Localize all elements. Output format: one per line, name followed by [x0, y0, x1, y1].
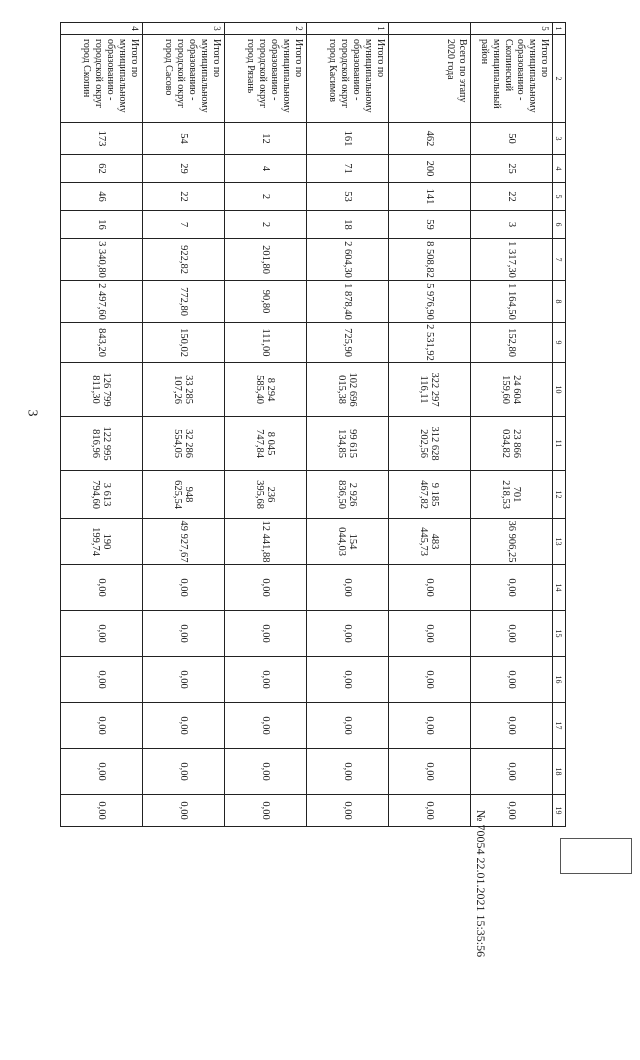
cell-c16: 0,00 [225, 657, 307, 703]
cell-c10: 322 297 116,11 [389, 363, 471, 417]
column-header-5: 5 [553, 183, 566, 211]
cell-name: Итого по муниципальному образованию - городской округ город Рязань [225, 35, 307, 123]
cell-c19: 0,00 [225, 795, 307, 827]
column-header-11: 11 [553, 417, 566, 471]
cell-c18: 0,00 [225, 749, 307, 795]
cell-c15: 0,00 [61, 611, 143, 657]
column-number-header [553, 23, 566, 827]
cell-c9: 2 531,92 [389, 323, 471, 363]
cell-c12: 9 185 467,82 [389, 471, 471, 519]
cell-c13: 36 906,25 [471, 519, 553, 565]
column-header-8: 8 [553, 281, 566, 323]
cell-c5: 22 [143, 183, 225, 211]
cell-c9: 152,80 [471, 323, 553, 363]
cell-c14: 0,00 [225, 565, 307, 611]
cell-name: Всего по этапу 2020 года [389, 35, 471, 123]
cell-c6: 16 [61, 211, 143, 239]
table-row [61, 23, 143, 827]
cell-c14: 0,00 [143, 565, 225, 611]
column-header-14: 14 [553, 565, 566, 611]
column-header-12: 12 [553, 471, 566, 519]
cell-c6: 2 [225, 211, 307, 239]
cell-c14: 0,00 [307, 565, 389, 611]
document-registration-stamp: № 70054 22.01.2021 15:35:56 [474, 810, 488, 958]
cell-c15: 0,00 [389, 611, 471, 657]
cell-c9: 150,02 [143, 323, 225, 363]
cell-c13: 12 441,88 [225, 519, 307, 565]
cell-idx: 4 [61, 23, 143, 35]
cell-c19: 0,00 [307, 795, 389, 827]
cell-c4: 25 [471, 155, 553, 183]
column-header-1: 1 [553, 23, 566, 35]
cell-c10: 24 604 159,60 [471, 363, 553, 417]
cell-c4: 71 [307, 155, 389, 183]
cell-c10: 33 285 107,26 [143, 363, 225, 417]
cell-c4: 4 [225, 155, 307, 183]
cell-c9: 843,20 [61, 323, 143, 363]
cell-c11: 312 628 202,56 [389, 417, 471, 471]
housing-program-table [56, 22, 566, 820]
cell-c11: 32 286 554,05 [143, 417, 225, 471]
cell-c15: 0,00 [307, 611, 389, 657]
cell-c11: 23 866 034,82 [471, 417, 553, 471]
cell-c7: 8 508,82 [389, 239, 471, 281]
page-number: 3 [24, 409, 40, 417]
cell-c12: 2 926 836,50 [307, 471, 389, 519]
cell-c15: 0,00 [471, 611, 553, 657]
cell-c3: 173 [61, 123, 143, 155]
cell-name: Итого по муниципальному образованию - Скопинский муниципальный район [471, 35, 553, 123]
cell-c16: 0,00 [61, 657, 143, 703]
cell-name: Итого по муниципальному образованию - городской округ город Касимов [307, 35, 389, 123]
cell-c10: 8 294 585,40 [225, 363, 307, 417]
cell-c11: 122 995 816,96 [61, 417, 143, 471]
cell-c19: 0,00 [389, 795, 471, 827]
cell-c4: 29 [143, 155, 225, 183]
column-header-9: 9 [553, 323, 566, 363]
cell-c7: 1 317,30 [471, 239, 553, 281]
column-header-16: 16 [553, 657, 566, 703]
cell-c7: 3 340,80 [61, 239, 143, 281]
cell-c6: 7 [143, 211, 225, 239]
cell-idx: 1 [307, 23, 389, 35]
cell-c5: 46 [61, 183, 143, 211]
cell-c19: 0,00 [143, 795, 225, 827]
cell-c12: 701 218,53 [471, 471, 553, 519]
cell-c4: 62 [61, 155, 143, 183]
cell-c5: 141 [389, 183, 471, 211]
cell-c14: 0,00 [389, 565, 471, 611]
cell-c15: 0,00 [143, 611, 225, 657]
column-header-4: 4 [553, 155, 566, 183]
cell-c17: 0,00 [471, 703, 553, 749]
cell-c6: 59 [389, 211, 471, 239]
cell-c8: 2 497,60 [61, 281, 143, 323]
cell-name: Итого по муниципальному образованию - городской округ город Скопин [61, 35, 143, 123]
cell-c12: 236 395,68 [225, 471, 307, 519]
cell-c8: 90,80 [225, 281, 307, 323]
cell-c3: 50 [471, 123, 553, 155]
cell-c7: 922,82 [143, 239, 225, 281]
cell-c18: 0,00 [61, 749, 143, 795]
cell-c8: 5 976,90 [389, 281, 471, 323]
column-header-6: 6 [553, 211, 566, 239]
cell-idx [389, 23, 471, 35]
cell-c11: 99 615 134,85 [307, 417, 389, 471]
cell-c10: 126 799 811,30 [61, 363, 143, 417]
seal-icon [560, 838, 632, 874]
cell-c17: 0,00 [143, 703, 225, 749]
cell-c16: 0,00 [471, 657, 553, 703]
cell-c18: 0,00 [143, 749, 225, 795]
cell-c6: 18 [307, 211, 389, 239]
cell-c14: 0,00 [471, 565, 553, 611]
cell-c15: 0,00 [225, 611, 307, 657]
cell-c18: 0,00 [307, 749, 389, 795]
column-header-13: 13 [553, 519, 566, 565]
cell-idx: 5 [471, 23, 553, 35]
table-row [143, 23, 225, 827]
cell-c12: 3 613 794,60 [61, 471, 143, 519]
cell-c7: 2 604,30 [307, 239, 389, 281]
cell-name: Итого по муниципальному образованию - городской округ город Сасово [143, 35, 225, 123]
cell-c3: 462 [389, 123, 471, 155]
cell-c12: 948 625,54 [143, 471, 225, 519]
cell-c16: 0,00 [307, 657, 389, 703]
cell-c17: 0,00 [61, 703, 143, 749]
cell-c5: 2 [225, 183, 307, 211]
cell-idx: 2 [225, 23, 307, 35]
cell-c13: 190 199,74 [61, 519, 143, 565]
cell-c13: 49 927,67 [143, 519, 225, 565]
cell-c10: 102 696 015,38 [307, 363, 389, 417]
cell-c7: 201,80 [225, 239, 307, 281]
column-header-3: 3 [553, 123, 566, 155]
table-row [307, 23, 389, 827]
column-header-2: 2 [553, 35, 566, 123]
cell-c8: 1 164,50 [471, 281, 553, 323]
cell-c5: 22 [471, 183, 553, 211]
cell-c19: 0,00 [471, 795, 553, 827]
column-header-17: 17 [553, 703, 566, 749]
cell-c16: 0,00 [389, 657, 471, 703]
cell-c6: 3 [471, 211, 553, 239]
column-header-10: 10 [553, 363, 566, 417]
cell-c3: 12 [225, 123, 307, 155]
cell-c9: 111,00 [225, 323, 307, 363]
cell-c18: 0,00 [471, 749, 553, 795]
cell-c17: 0,00 [389, 703, 471, 749]
column-header-19: 19 [553, 795, 566, 827]
column-header-7: 7 [553, 239, 566, 281]
cell-c3: 161 [307, 123, 389, 155]
cell-c17: 0,00 [225, 703, 307, 749]
cell-c9: 725,90 [307, 323, 389, 363]
table-row [225, 23, 307, 827]
column-header-18: 18 [553, 749, 566, 795]
cell-idx: 3 [143, 23, 225, 35]
cell-c8: 772,80 [143, 281, 225, 323]
cell-c14: 0,00 [61, 565, 143, 611]
cell-c8: 1 878,40 [307, 281, 389, 323]
table-row [471, 23, 553, 827]
cell-c19: 0,00 [61, 795, 143, 827]
cell-c13: 483 445,73 [389, 519, 471, 565]
cell-c3: 54 [143, 123, 225, 155]
table-row [389, 23, 471, 827]
column-header-15: 15 [553, 611, 566, 657]
cell-c18: 0,00 [389, 749, 471, 795]
cell-c13: 154 044,03 [307, 519, 389, 565]
cell-c17: 0,00 [307, 703, 389, 749]
cell-c16: 0,00 [143, 657, 225, 703]
cell-c4: 200 [389, 155, 471, 183]
cell-c11: 8 045 747,84 [225, 417, 307, 471]
cell-c5: 53 [307, 183, 389, 211]
